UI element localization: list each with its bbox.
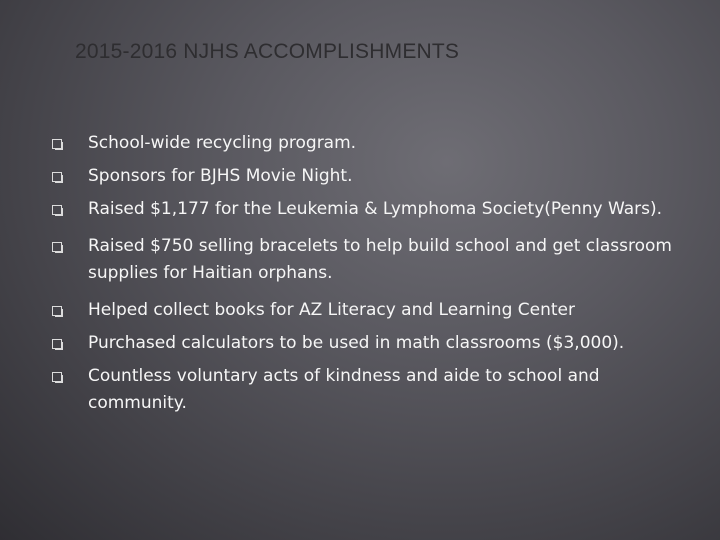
list-item-text: Sponsors for BJHS Movie Night. — [88, 166, 353, 186]
list-item — [52, 297, 692, 324]
hollow-square-bullet-icon — [52, 242, 62, 252]
list-item-text: Countless voluntary acts of kindness and aide to school and community. — [88, 366, 600, 413]
list-item — [52, 163, 692, 190]
hollow-square-bullet-icon — [52, 372, 62, 382]
slide-title: 2015-2016 NJHS ACCOMPLISHMENTS — [75, 40, 460, 63]
list-item — [52, 363, 692, 417]
list-item — [52, 130, 692, 157]
list-item-text: Helped collect books for AZ Literacy and Learning Center — [88, 300, 575, 320]
hollow-square-bullet-icon — [52, 306, 62, 316]
list-item — [52, 233, 692, 287]
accomplishments-list — [52, 130, 692, 417]
list-item — [52, 330, 692, 357]
list-item-text: Raised $1,177 for the Leukemia & Lymphoma Society(Penny Wars). — [88, 199, 663, 219]
hollow-square-bullet-icon — [52, 339, 62, 349]
hollow-square-bullet-icon — [52, 172, 62, 182]
list-item-text: Raised $750 selling bracelets to help build school and get classroom supplies for Haitian orphans. — [88, 236, 672, 283]
list-item — [52, 196, 692, 223]
list-item-text: Purchased calculators to be used in math classrooms ($3,000). — [88, 333, 625, 353]
hollow-square-bullet-icon — [52, 139, 62, 149]
list-item-text: School-wide recycling program. — [88, 133, 357, 153]
hollow-square-bullet-icon — [52, 205, 62, 215]
